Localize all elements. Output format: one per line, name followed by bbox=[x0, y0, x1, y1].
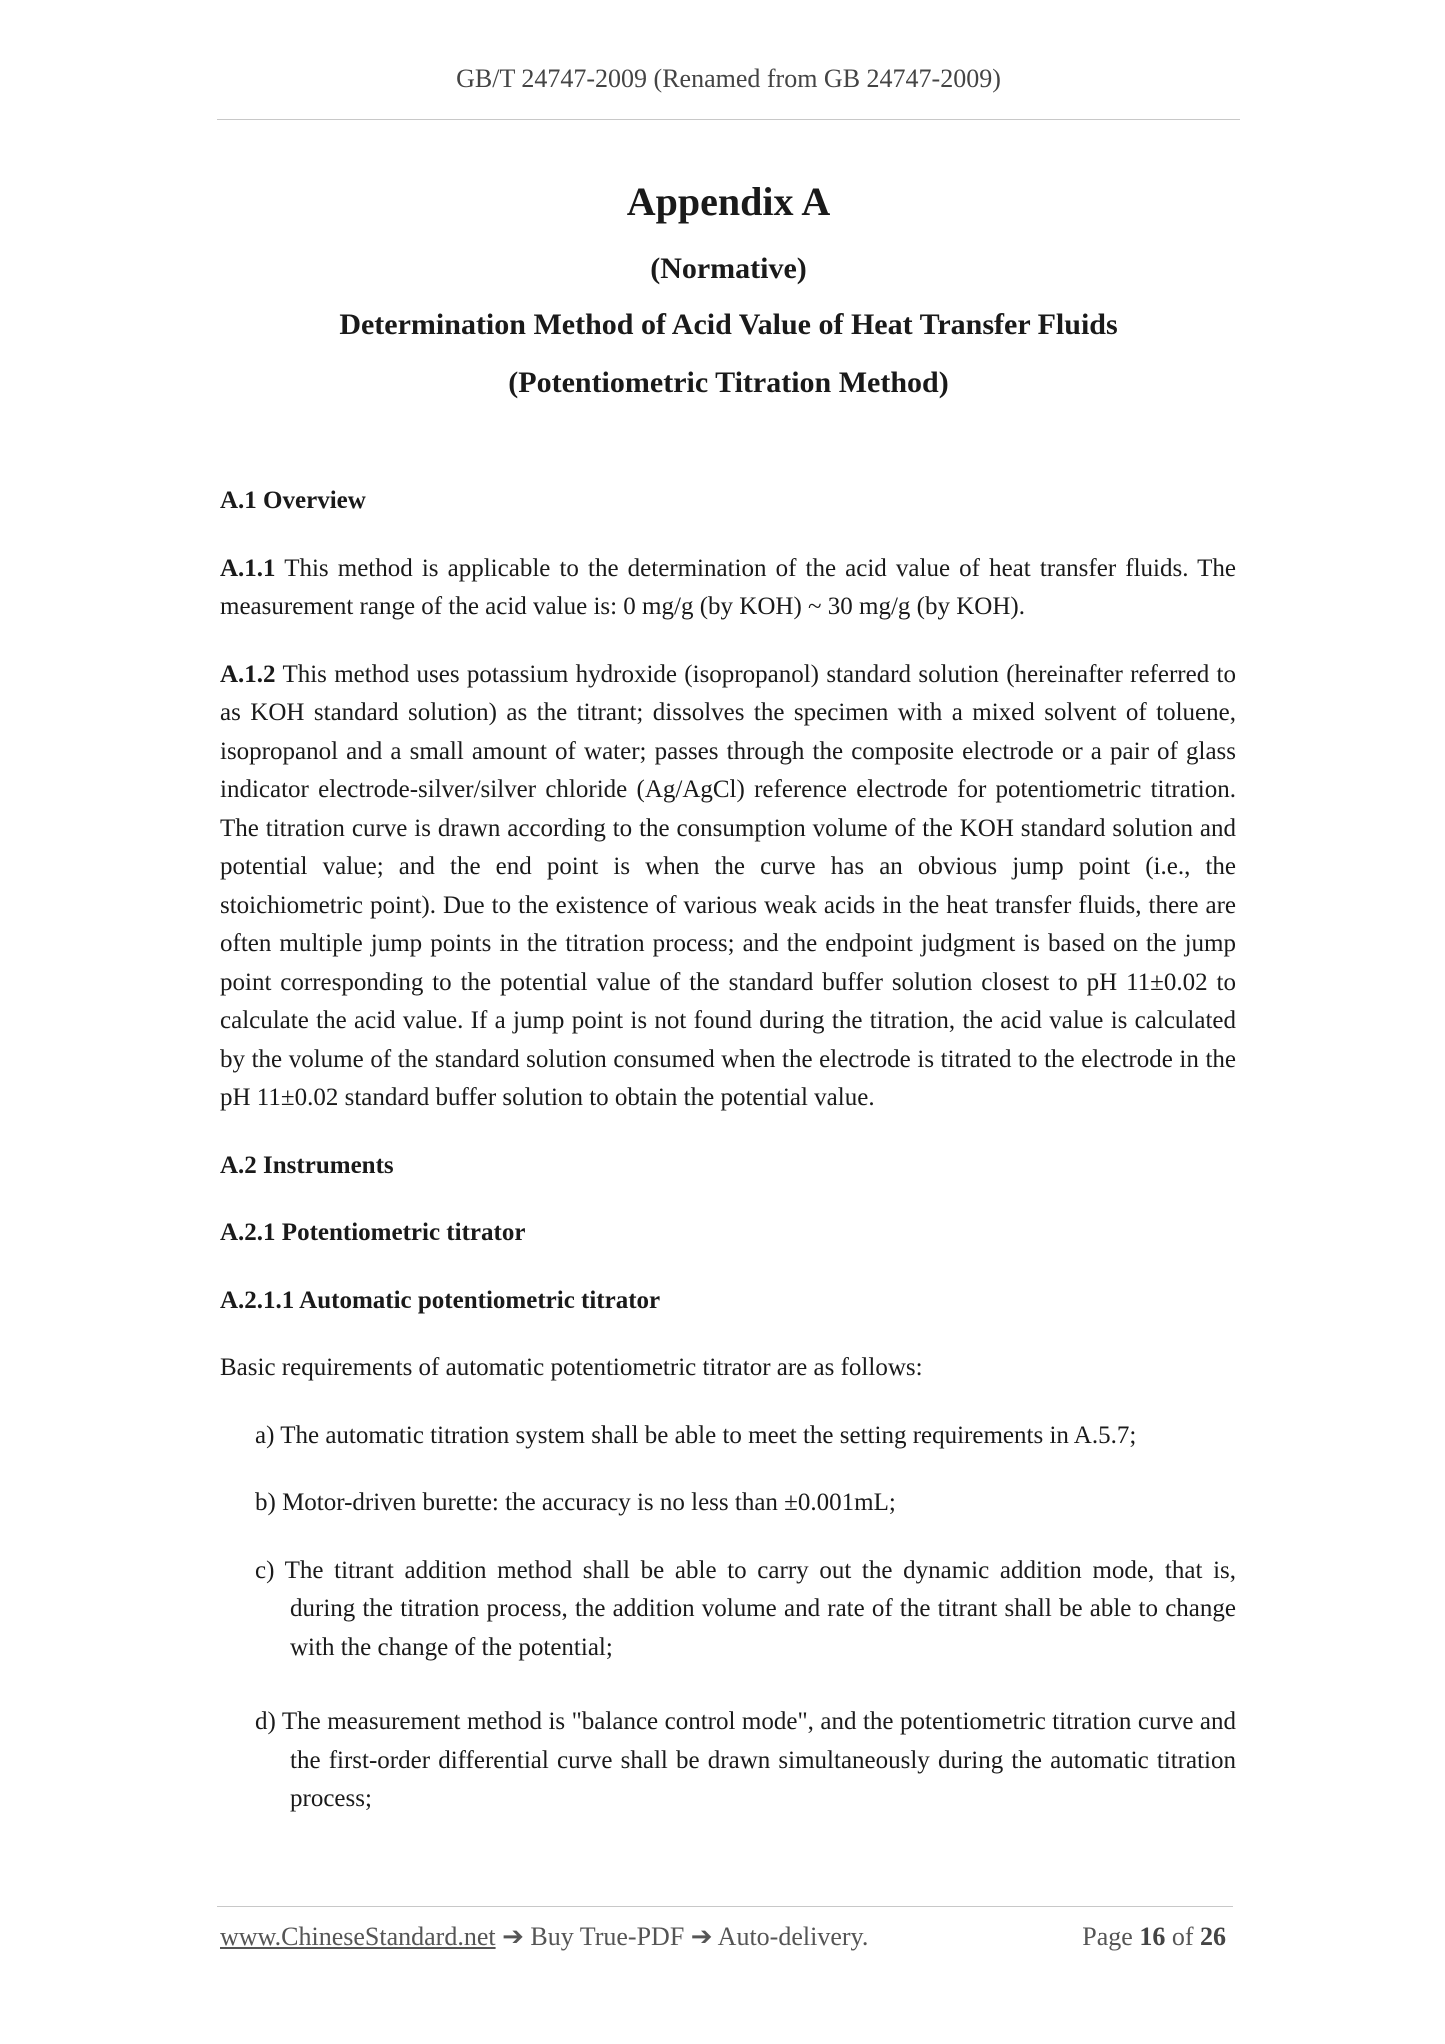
header-divider bbox=[217, 119, 1240, 120]
buy-pdf-text: Buy True-PDF bbox=[530, 1922, 685, 1951]
list-item: d) The measurement method is "balance control mode", and the potentiometric titration curve and the first-order differential curve shall be drawn simultaneously during the automatic titration process; bbox=[255, 1708, 1236, 1812]
clause-a12-number: A.1.2 bbox=[220, 660, 276, 688]
list-item: b) Motor-driven burette: the accuracy is no less than ±0.001mL; bbox=[255, 1489, 896, 1516]
appendix-main-title: Determination Method of Acid Value of Heat Transfer Fluids bbox=[339, 308, 1118, 341]
section-a1-heading: A.1 Overview bbox=[220, 487, 366, 514]
list-item: a) The automatic titration system shall be able to meet the setting requirements in A.5.7; bbox=[255, 1421, 1137, 1449]
clause-a11-text: This method is applicable to the determination of the acid value of heat transfer fluids. The measurement range of the acid value is: 0 mg/g (by KOH) ~ 30 mg/g (by KOH). bbox=[220, 554, 1236, 620]
list-item: c) The titrant addition method shall be able to carry out the dynamic addition mode, that is, during the titration process, the addition volume and rate of the titrant shall be able to change with the change of the potential; bbox=[255, 1556, 1236, 1661]
clause-a12-text: This method uses potassium hydroxide (isopropanol) standard solution (hereinafter referred to as KOH standard solution) as the titrant; dissolves the specimen with a mixed solvent of toluene, isopropanol and a small amount of water; passes through the composite electrode or a pair of glass indicator electrode-silver/silver chloride (Ag/AgCl) reference electrode for potentiometric titration. The titration curve is drawn according to the consumption volume of the KOH standard solution and potential value; and the end point is when the curve has an obvious jump point (i.e., the stoichiometric point). Due to the existence of various weak acids in the heat transfer fluids, there are often multiple jump points in the titration process; and the endpoint judgment is based on the jump point corresponding to the potential value of the standard buffer solution closest to pH 11±0.02 to calculate the acid value. If a jump point is not found during the titration, the acid value is calculated by the volume of the standard solution consumed when the electrode is titrated to the electrode in the pH 11±0.02 standard buffer solution to obtain the potential value. bbox=[220, 660, 1236, 1111]
page-label: Page bbox=[1082, 1922, 1133, 1951]
clause-a12 bbox=[220, 656, 1236, 1118]
section-a21-heading: A.2.1 Potentiometric titrator bbox=[220, 1219, 526, 1246]
auto-delivery-text: Auto-delivery. bbox=[717, 1922, 869, 1951]
document-body bbox=[220, 482, 1236, 1819]
footer-divider bbox=[217, 1906, 1233, 1907]
requirements-intro: Basic requirements of automatic potentiometric titrator are as follows: bbox=[220, 1354, 923, 1381]
footer-left bbox=[220, 1922, 868, 1952]
appendix-normative: (Normative) bbox=[650, 252, 807, 285]
website-link[interactable]: www.ChineseStandard.net bbox=[220, 1922, 496, 1951]
arrow-right-icon: ➔ bbox=[502, 1922, 524, 1951]
section-a211-heading: A.2.1.1 Automatic potentiometric titrator bbox=[220, 1286, 661, 1314]
of-label: of bbox=[1171, 1922, 1194, 1951]
clause-a11 bbox=[220, 550, 1236, 627]
document-header: GB/T 24747-2009 (Renamed from GB 24747-2009) bbox=[456, 64, 1001, 93]
arrow-right-icon: ➔ bbox=[690, 1922, 713, 1951]
section-a2-heading: A.2 Instruments bbox=[220, 1151, 394, 1179]
page-total: 26 bbox=[1200, 1922, 1226, 1951]
page-footer bbox=[220, 1922, 1232, 1952]
page-number: 16 bbox=[1139, 1922, 1166, 1951]
appendix-method-subtitle: (Potentiometric Titration Method) bbox=[508, 366, 949, 399]
page-counter bbox=[1082, 1922, 1226, 1952]
clause-a11-number: A.1.1 bbox=[220, 554, 276, 582]
appendix-title: Appendix A bbox=[626, 179, 831, 224]
